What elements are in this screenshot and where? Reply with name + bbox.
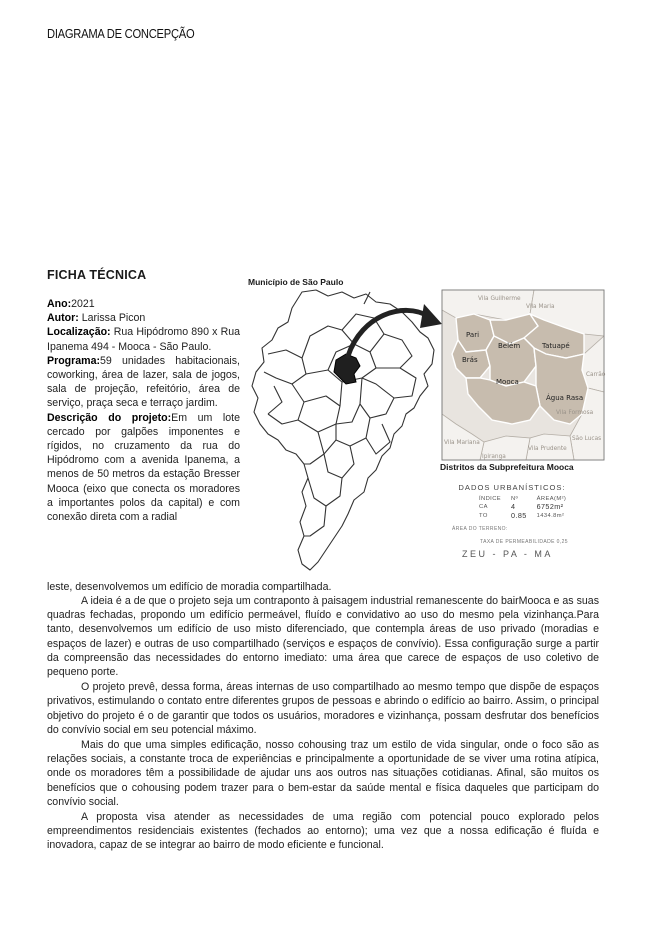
map-title: Município de São Paulo xyxy=(248,277,344,287)
area-terreno: ÁREA DO TERRENO: xyxy=(452,526,508,532)
autor-line xyxy=(47,311,240,325)
autor-value: Larissa Picon xyxy=(78,312,146,325)
localizacao-line xyxy=(47,325,240,353)
dados-urbanisticos xyxy=(452,483,602,545)
ficha-tecnica-title: FICHA TÉCNICA xyxy=(47,268,147,282)
body-text xyxy=(47,594,599,854)
neighbor-label: Vila Prudente xyxy=(528,446,567,452)
programa-label: Programa: xyxy=(47,354,100,367)
ficha-tecnica-text xyxy=(47,297,240,524)
neighbor-label: Vila Mariana xyxy=(444,440,480,446)
ca-value: 4 xyxy=(511,502,516,511)
localizacao-label: Localização: xyxy=(47,326,111,339)
autor-label: Autor: xyxy=(47,312,79,325)
district-label: Pari xyxy=(466,331,480,339)
page-header: DIAGRAMA DE CONCEPÇÃO xyxy=(47,26,195,41)
to-area: 1434.8m² xyxy=(536,512,565,519)
programa-value: 59 unidades habitacionais, coworking, área de lazer, sala de jogos, sala de projeção, refeitório, área de serviço, praça seca e terraço jardim. xyxy=(47,354,240,410)
dados-table xyxy=(474,496,571,520)
to-value: 0.85 xyxy=(511,511,527,520)
district-label: Mooca xyxy=(496,378,519,386)
programa-line xyxy=(47,354,240,411)
zoning-label: ZEU - PA - MA xyxy=(462,549,553,559)
districts-map xyxy=(442,290,604,460)
neighbor-label: Ipiranga xyxy=(482,454,506,460)
district-label: Tatuapé xyxy=(542,342,570,350)
paragraph: Mais do que uma simples edificação, nosso cohousing traz um estilo de vida singular, onde o foco são as relações sociais, a constante troca de experiências e principalmente a oportunidade de se viver uma rotina atípica, onde os moradores têm a possibilidade de ajudar uns aos outros nas situações cotidianas. Afinal, são muitos os benefícios que o cohousing podem trazer para o bem-estar da saúde mental e física daqueles que participam do convívio social. xyxy=(47,739,599,808)
district-label: Belém xyxy=(498,342,521,350)
ca-label: CA xyxy=(479,503,488,510)
col-indice: ÍNDICE xyxy=(479,496,502,502)
district-label: Brás xyxy=(462,356,478,364)
district-label: Água Rasa xyxy=(546,394,584,402)
ca-area: 6752m² xyxy=(536,502,564,511)
dados-title: DADOS URBANÍSTICOS: xyxy=(458,483,566,492)
neighbor-label: Carrão xyxy=(586,372,606,378)
col-area: ÁREA(M²) xyxy=(536,496,567,502)
descricao-value: Em um lote cercado por galpões imponentes e rígidos, no cruzamento da rua do Hipódromo com a avenida Ipanema, a menos de 50 metros da estação Bresser Mooca (eixo que conecta os moradores a importantes polos da capital) e com conexão direta com a radial xyxy=(47,411,241,524)
ano-value: 2021 xyxy=(71,298,95,310)
descricao-continuation: leste, desenvolvemos um edifício de moradia compartilhada. xyxy=(47,581,332,593)
descricao-line xyxy=(47,411,240,525)
neighbor-label: Vila Guilherme xyxy=(478,296,521,302)
taxa-permeabilidade: TAXA DE PERMEABILIDADE 0,25 xyxy=(480,539,568,545)
table-row xyxy=(474,502,571,511)
descricao-label: Descrição do projeto: xyxy=(47,411,172,424)
sao-paulo-map xyxy=(252,290,434,570)
neighbor-label: Vila Formosa xyxy=(556,410,594,416)
paragraph: A proposta visa atender as necessidades de uma região com potencial pouco explorado pelos empreendimentos residenciais existentes (fechados ao entorno); uma vez que a nossa edificação é fluída e inovadora, capaz de se integrar ao bairro de modo eficiente e funcional. xyxy=(47,811,599,852)
neighbor-label: Vila Maria xyxy=(526,304,555,310)
table-row xyxy=(474,511,571,520)
neighbor-label: São Lucas xyxy=(572,436,602,442)
paragraph: A ideia é a de que o projeto seja um contraponto à paisagem industrial remanescente do bairMooca e as suas quadras fechadas, propondo um edifício permeável, fluído e convidativo ao uso do mesmo pela vizinhança.Para tanto, desenvolvemos um edifício de uso misto diferenciado, que contempla áreas de uso privado (moradias e espaços de lazer) e outras de uso compartilhado (serviços e espaços de convívio). Essa configuração surge a partir da compreensão das necessidades do entorno imediato: uma área que carece de espaços de uso coletivo de pequeno porte. xyxy=(47,595,599,679)
col-n: Nº xyxy=(511,496,519,502)
to-label: TO xyxy=(479,512,488,519)
districts-title: Distritos da Subprefeitura Mooca xyxy=(440,462,574,472)
localizacao-value: Rua Hipódromo 890 x Rua Ipanema 494 - Mooca - São Paulo. xyxy=(47,326,240,353)
paragraph: O projeto prevê, dessa forma, áreas internas de uso compartilhado ao mesmo tempo que dispõe de espaços privativos, estimulando o contato entre diferentes grupos de pessoas e abrindo o edifício ao bairro. Assim, o principal objetivo do projeto é o de garantir que todos os usuários, moradores e vizinhança, possam desfrutar dos benefícios do convívio social em seu potencial máximo. xyxy=(47,681,599,736)
ano-label: Ano: xyxy=(47,298,72,310)
ano-line xyxy=(47,297,240,311)
arrow-head-icon xyxy=(420,304,442,328)
